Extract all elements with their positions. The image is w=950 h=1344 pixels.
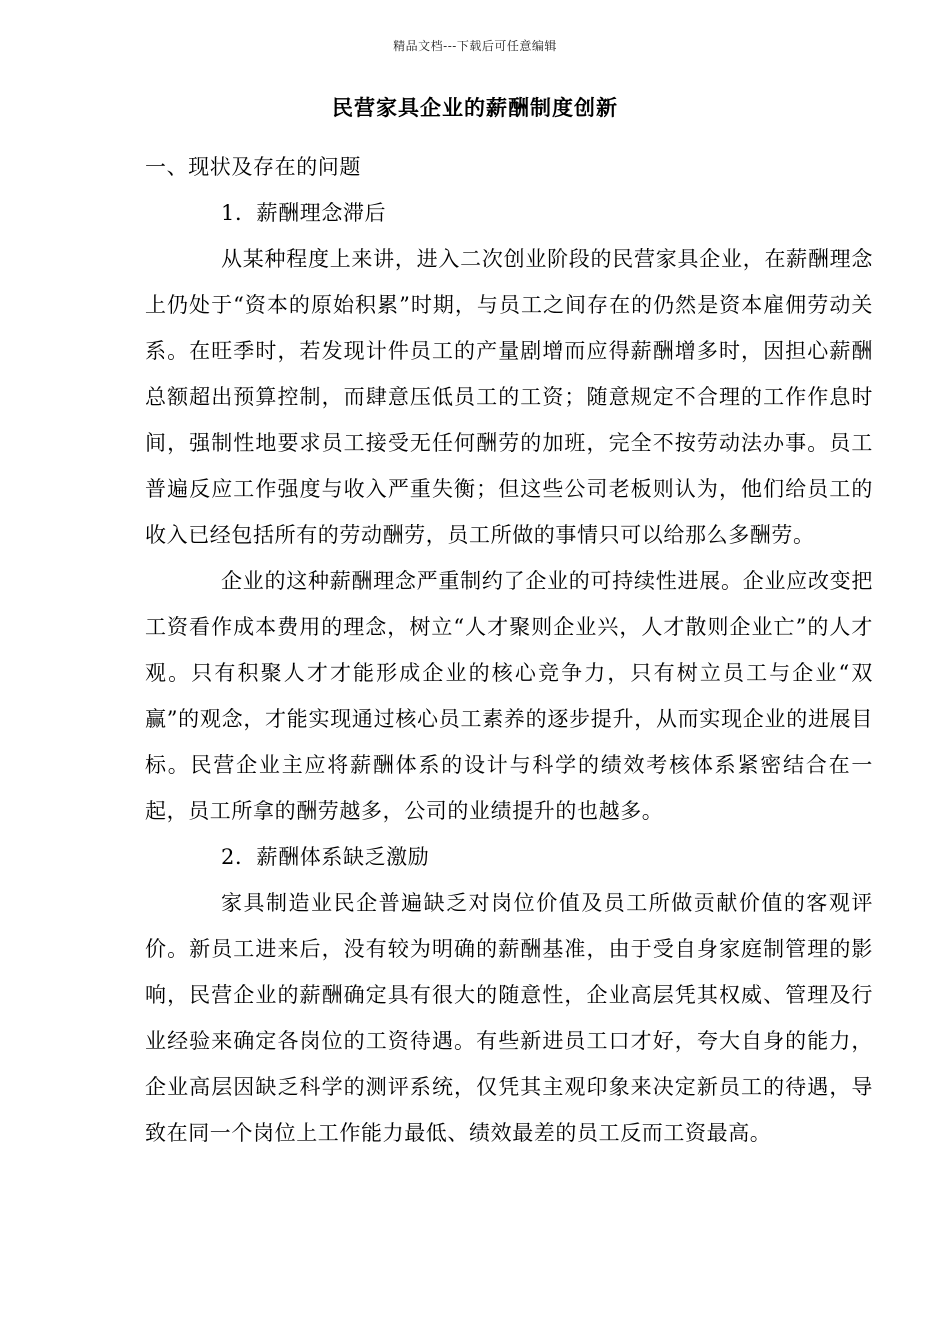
subsection-heading-2: 2．薪酬体系缺乏激励 — [221, 845, 430, 869]
page-header: 精品文档---下载后可任意编辑 — [393, 39, 557, 53]
document-body — [145, 144, 873, 1156]
document-title: 民营家具企业的薪酬制度创新 — [332, 96, 618, 120]
subsection-heading-1: 1．薪酬理念滞后 — [221, 201, 387, 225]
paragraph-2: 企业的这种薪酬理念严重制约了企业的可持续性进展。企业应改变把工资看作成本费用的理念，树立“人才聚则企业兴，人才散则企业亡”的人才观。只有积聚人才才能形成企业的核心竞争力，只有树立员工与企业“双赢”的观念，才能实现通过核心员工素养的逐步提升，从而实现企业的进展目标。民营企业主应将薪酬体系的设计与科学的绩效考核体系紧密结合在一起，员工所拿的酬劳越多，公司的业绩提升的也越多。 — [145, 569, 873, 823]
paragraph-1: 从某种程度上来讲，进入二次创业阶段的民营家具企业，在薪酬理念上仍处于“资本的原始积累”时期，与员工之间存在的仍然是资本雇佣劳动关系。在旺季时，若发现计件员工的产量剧增而应得薪酬增多时，因担心薪酬总额超出预算控制，而肆意压低员工的工资；随意规定不合理的工作作息时间，强制性地要求员工接受无任何酬劳的加班，完全不按劳动法办事。员工普遍反应工作强度与收入严重失衡；但这些公司老板则认为，他们给员工的收入已经包括所有的劳动酬劳，员工所做的事情只可以给那么多酬劳。 — [145, 247, 873, 547]
section-heading-1: 一、现状及存在的问题 — [145, 155, 361, 179]
paragraph-3: 家具制造业民企普遍缺乏对岗位价值及员工所做贡献价值的客观评价。新员工进来后，没有较为明确的薪酬基准，由于受自身家庭制管理的影响，民营企业的薪酬确定具有很大的随意性，企业高层凭其权威、管理及行业经验来确定各岗位的工资待遇。有些新进员工口才好，夸大自身的能力，企业高层因缺乏科学的测评系统，仅凭其主观印象来决定新员工的待遇，导致在同一个岗位上工作能力最低、绩效最差的员工反而工资最高。 — [145, 891, 873, 1145]
